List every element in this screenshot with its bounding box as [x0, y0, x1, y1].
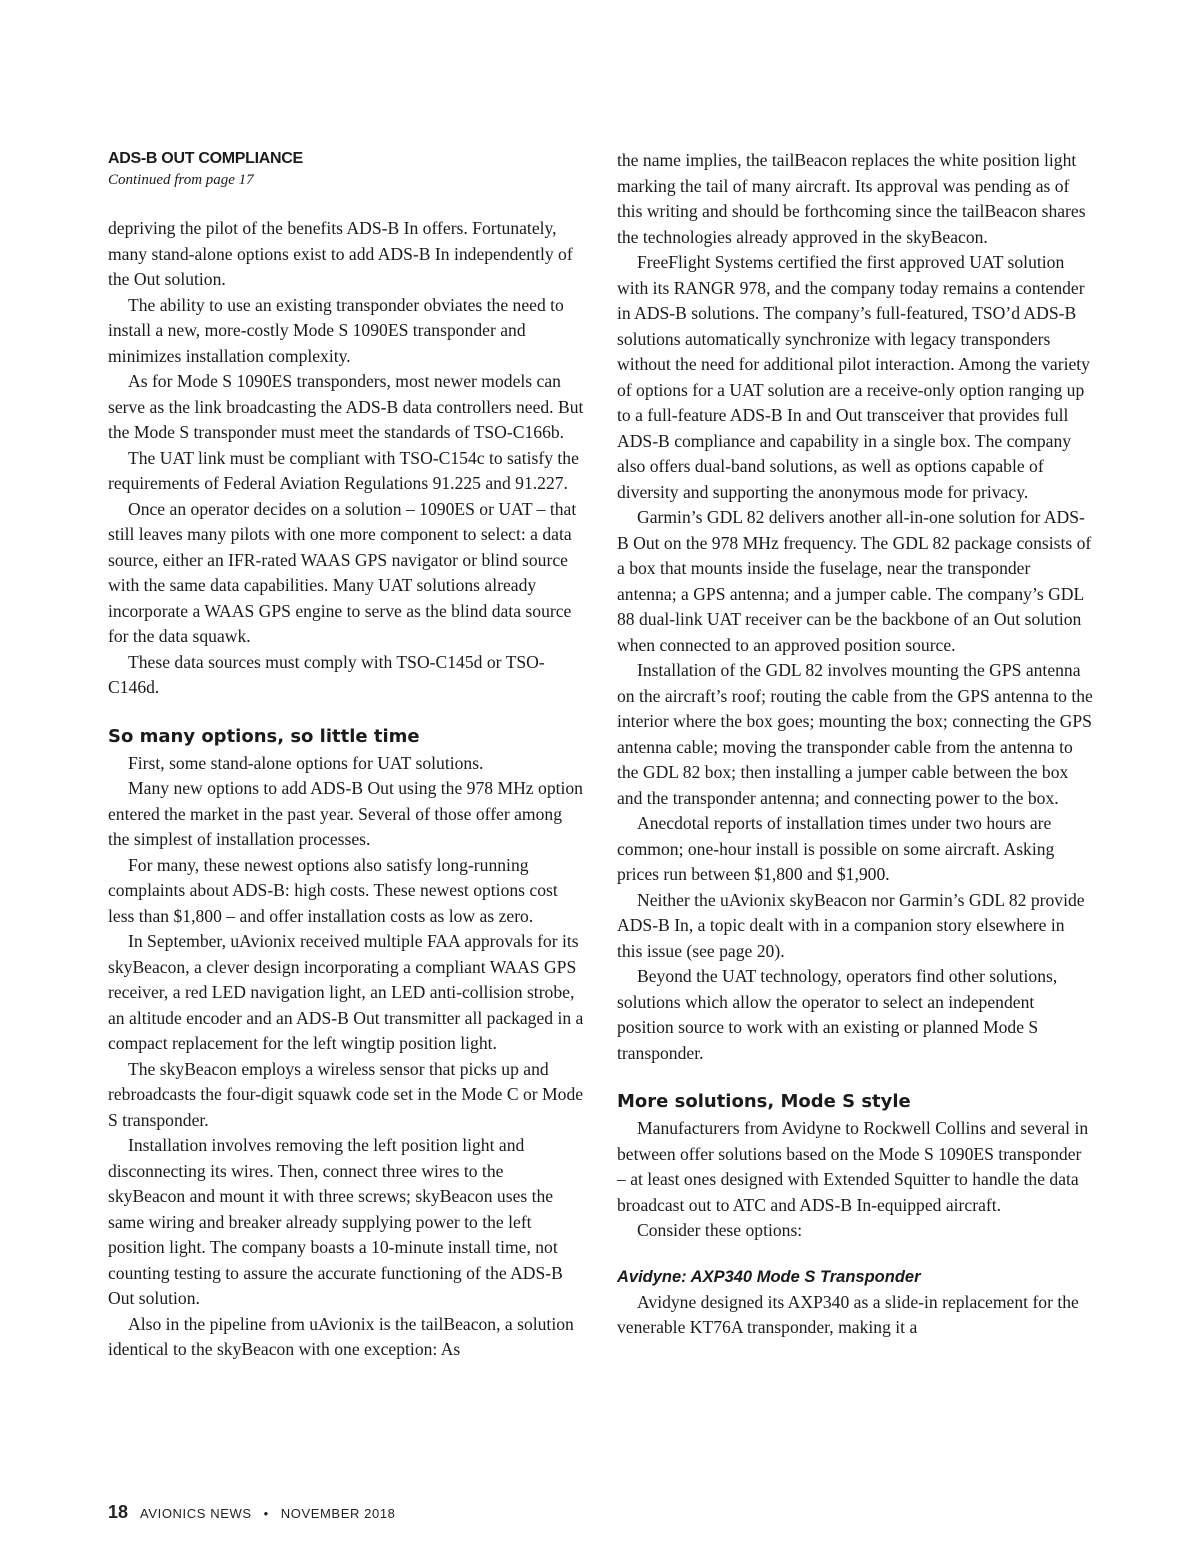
- paragraph: Garmin’s GDL 82 delivers another all-in-one solution for ADS-B Out on the 978 MHz frequency. The GDL 82 package consists of a box that mounts inside the fuselage, near the transponder antenna; a GPS antenna; and a jumper cable. The company’s GDL 88 dual-link UAT receiver can be the backbone of an Out solution when connected to an approved position source.: [617, 507, 1092, 655]
- paragraph: Once an operator decides on a solution – 1090ES or UAT – that still leaves many pilots with one more component to select: a data source, either an IFR-rated WAAS GPS navigator or blind source with the same data capabilities. Many UAT solutions already incorporate a WAAS GPS engine to serve as the blind data source for the data squawk.: [108, 498, 577, 646]
- paragraph: These data sources must comply with TSO-C145d or TSO-C146d.: [108, 651, 545, 697]
- subheading: So many options, so little time: [108, 725, 420, 747]
- paragraph: Also in the pipeline from uAvionix is the tailBeacon, a solution identical to the skyBeacon with one exception: As: [108, 1313, 574, 1359]
- paragraph: the name implies, the tailBeacon replaces the white position light marking the tail of many aircraft. Its approval was pending as of this writing and should be forthcoming since the tailBeacon shares the technologies already approved in the skyBeacon.: [617, 150, 1086, 247]
- paragraph: Neither the uAvionix skyBeacon nor Garmin’s GDL 82 provide ADS-B In, a topic dealt with in a companion story elsewhere in this issue (see page 20).: [617, 889, 1085, 961]
- paragraph: First, some stand-alone options for UAT solutions.: [128, 752, 484, 773]
- paragraph: As for Mode S 1090ES transponders, most newer models can serve as the link broadcasting the ADS-B data controllers need. But the Mode S transponder must meet the standards of TSO-C166b.: [108, 371, 584, 442]
- right-column: [617, 148, 1093, 1341]
- paragraph: Many new options to add ADS-B Out using the 978 MHz option entered the market in the past year. Several of those offer among the simplest of installation processes.: [108, 778, 583, 849]
- publication-name: AVIONICS NEWS: [140, 1506, 252, 1521]
- issue-date: NOVEMBER 2018: [280, 1506, 396, 1521]
- bullet-separator: •: [263, 1506, 269, 1521]
- paragraph: The ability to use an existing transponder obviates the need to install a new, more-costly Mode S 1090ES transponder and minimizes installation complexity.: [108, 294, 564, 366]
- continued-note: Continued from page 17: [108, 172, 254, 188]
- paragraph: Anecdotal reports of installation times under two hours are common; one-hour install is possible on some aircraft. Asking prices run between $1,800 and $1,900.: [617, 813, 1055, 884]
- paragraph: Avidyne designed its AXP340 as a slide-in replacement for the venerable KT76A transponder, making it a: [617, 1291, 1079, 1337]
- left-column: [108, 148, 584, 1363]
- paragraph: The UAT link must be compliant with TSO-C154c to satisfy the requirements of Federal Aviation Regulations 91.225 and 91.227.: [108, 447, 579, 493]
- subheading: More solutions, Mode S style: [617, 1091, 911, 1112]
- paragraph: depriving the pilot of the benefits ADS-B In offers. Fortunately, many stand-alone options exist to add ADS-B In independently of the Out solution.: [108, 218, 573, 289]
- paragraph: FreeFlight Systems certified the first approved UAT solution with its RANGR 978, and the company today remains a contender in ADS-B solutions. The company’s full-featured, TSO’d ADS-B solutions automatically synchronize with legacy transponders without the need for additional pilot interaction. Among the variety of options for a UAT solution are a receive-only option ranging up to a full-feature ADS-B In and Out transceiver that provides full ADS-B compliance and capability in a single box. The company also offers dual-band solutions, as well as options capable of diversity and supporting the anonymous mode for privacy.: [617, 252, 1090, 502]
- section-kicker: ADS-B OUT COMPLIANCE: [108, 150, 303, 167]
- paragraph: In September, uAvionix received multiple FAA approvals for its skyBeacon, a clever design incorporating a compliant WAAS GPS receiver, a red LED navigation light, an LED anti-collision strobe, an altitude encoder and an ADS-B Out transmitter all packaged in a compact replacement for the left wingtip position light.: [108, 931, 584, 1053]
- product-heading: Avidyne: AXP340 Mode S Transponder: [617, 1267, 921, 1286]
- page-number: 18: [108, 1502, 129, 1522]
- paragraph: Installation involves removing the left position light and disconnecting its wires. Then, connect three wires to the skyBeacon and mount it with three screws; skyBeacon uses the same wiring and breaker already supplying power to the left position light. The company boasts a 10-minute install time, not counting testing to assure the accurate functioning of the ADS-B Out solution.: [108, 1135, 563, 1308]
- paragraph: For many, these newest options also satisfy long-running complaints about ADS-B: high costs. These newest options cost less than $1,800 – and offer installation costs as low as zero.: [108, 854, 558, 926]
- page-footer: [108, 1502, 396, 1523]
- paragraph: Consider these options:: [637, 1220, 803, 1240]
- paragraph: Installation of the GDL 82 involves mounting the GPS antenna on the aircraft’s roof; routing the cable from the GPS antenna to the interior where the box goes; mounting the box; connecting the GPS antenna cable; moving the transponder cable from the antenna to the GDL 82 box; then installing a jumper cable between the box and the transponder antenna; and connecting power to the box.: [617, 660, 1093, 808]
- paragraph: The skyBeacon employs a wireless sensor that picks up and rebroadcasts the four-digit squawk code set in the Mode C or Mode S transponder.: [108, 1058, 584, 1130]
- paragraph: Beyond the UAT technology, operators find other solutions, solutions which allow the operator to select an independent position source to work with an existing or planned Mode S transponder.: [617, 966, 1058, 1063]
- paragraph: Manufacturers from Avidyne to Rockwell Collins and several in between offer solutions based on the Mode S 1090ES transponder – at least ones designed with Extended Squitter to handle the data broadcast out to ATC and ADS-B In-equipped aircraft.: [617, 1118, 1089, 1215]
